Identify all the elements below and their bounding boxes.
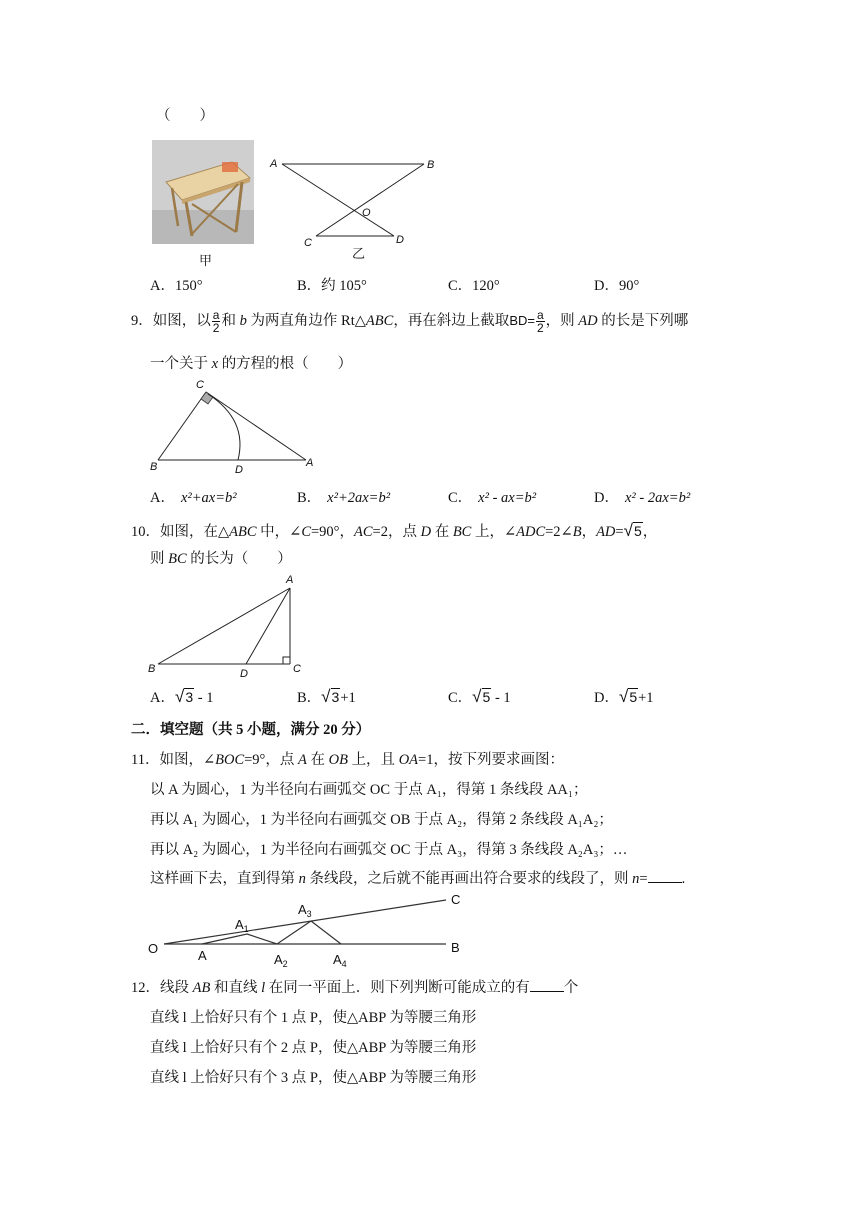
q9-stem-line2: 一个关于 x 的方程的根（ ）	[150, 356, 353, 372]
q8-figure	[264, 150, 444, 265]
segment-ad	[282, 164, 394, 236]
q9-number: 9．	[131, 313, 153, 329]
q9-text: 和	[221, 313, 240, 329]
q10-stem-line2: 则 BC 的长为（ ）	[150, 551, 292, 567]
label-c: C	[304, 237, 312, 249]
segment-bc	[158, 392, 206, 460]
q9-text: 如图，以	[152, 313, 211, 329]
q9-option-a: A． x²+ax=b²	[150, 490, 237, 506]
q12-item-3: 直线 l 上恰好只有个 3 点 P，使△ABP 为等腰三角形	[150, 1070, 477, 1086]
label-a4: $A_4$	[333, 952, 347, 968]
q8-option-b: B．约 105°	[297, 278, 367, 294]
q11-line3: 再以 A₁ 为圆心，1 为半径向右画弧交 OB 于点 A₂，得第 2 条线段 A₁A₂；	[150, 812, 613, 828]
q8-answer-paren: （ ）	[156, 108, 214, 124]
q9-option-d: D． x² - 2ax=b²	[594, 490, 691, 506]
segment-ab	[158, 588, 290, 664]
label-o: O	[362, 207, 371, 219]
label-d: D	[396, 234, 404, 246]
label-a: A	[270, 158, 278, 170]
q10-option-d: D．√5+1	[594, 687, 654, 706]
q9-text: 的长是下列哪	[597, 313, 689, 329]
var-ad: AD	[578, 313, 598, 329]
folding-table-photo	[152, 140, 254, 244]
q10-option-b: B．√3+1	[297, 687, 356, 706]
right-angle-mark	[283, 657, 290, 664]
q11-figure	[140, 888, 480, 968]
q12-line1: 12．线段 AB 和直线 l 在同一平面上．则下列判断可能成立的有 个	[131, 980, 579, 996]
zigzag-segments	[202, 921, 341, 944]
label-a: A	[286, 574, 294, 586]
answer-blank[interactable]	[648, 870, 682, 883]
q8-option-a: A．150°	[150, 278, 203, 294]
answer-blank[interactable]	[530, 979, 564, 992]
label-c: C	[293, 663, 301, 675]
label-b: B	[451, 940, 460, 955]
label-o: O	[148, 941, 159, 956]
label-a2: $A_2$	[274, 952, 288, 968]
var-abc: ABC	[365, 313, 394, 329]
label-d: D	[235, 464, 243, 476]
q12-item-1: 直线 l 上恰好只有个 1 点 P，使△ABP 为等腰三角形	[150, 1010, 477, 1026]
q9-text: 为两直角边作 Rt△	[246, 313, 366, 329]
q11-line4: 再以 A₂ 为圆心，1 为半径向右画弧交 OC 于点 A₃，得第 3 条线段 A₂A₃；…	[150, 842, 628, 858]
q12-item-2: 直线 l 上恰好只有个 2 点 P，使△ABP 为等腰三角形	[150, 1040, 477, 1056]
q11-line2: 以 A 为圆心，1 为半径向右画弧交 OC 于点 A₁，得第 1 条线段 AA₁；	[150, 782, 588, 798]
bd-equals: BD=	[509, 313, 535, 328]
segment-ca	[206, 392, 306, 460]
segment-ad	[246, 588, 290, 664]
q11-line1: 11．如图，∠BOC=9°，点 A 在 OB 上，且 OA=1，按下列要求画图：	[131, 752, 564, 768]
var-b: b	[239, 313, 247, 329]
label-b: B	[148, 663, 156, 675]
label-a: A	[306, 457, 314, 469]
q9-figure	[146, 376, 326, 476]
right-angle-mark	[201, 392, 213, 404]
q9-option-c: C． x² - ax=b²	[448, 490, 537, 506]
q8-option-c: C．120°	[448, 278, 500, 294]
sqrt-5: √5	[623, 521, 642, 540]
figure-caption: 乙	[352, 246, 366, 261]
label-a: A	[198, 948, 207, 963]
q10-option-c: C．√5 - 1	[448, 687, 511, 706]
q10-option-a: A．√3 - 1	[150, 687, 214, 706]
label-c: C	[196, 379, 204, 391]
q8-option-d: D．90°	[594, 278, 640, 294]
table-image-icon	[152, 140, 254, 244]
label-c: C	[451, 892, 461, 907]
segment-bc	[316, 164, 424, 236]
fraction-a-over-2: $\frac{a}{2}$	[536, 308, 544, 336]
label-b: B	[427, 159, 435, 171]
q9-stem-line1	[131, 308, 688, 334]
section-title: 二．填空题（共 5 小题，满分 20 分）	[131, 722, 371, 738]
fraction-a-over-2: $\frac{a}{2}$	[212, 308, 220, 336]
q11-line5: 这样画下去，直到得第 n 条线段，之后就不能再画出符合要求的线段了，则 n= .	[150, 871, 686, 887]
label-a3: $A_3$	[298, 902, 312, 919]
label-d: D	[240, 668, 248, 678]
q10-stem-line1: 10．如图，在△ABC 中，∠C=90°，AC=2，点 D 在 BC 上，∠ADC=2∠B，AD=√5，	[131, 521, 658, 540]
q9-text: ，再在斜边上截取	[393, 313, 510, 329]
label-a1: $A_1$	[235, 917, 249, 934]
q9-option-b: B． x²+2ax=b²	[297, 490, 391, 506]
photo-caption: 甲	[199, 253, 213, 268]
q10-figure	[144, 570, 314, 678]
q9-text: ，则	[545, 313, 579, 329]
label-b: B	[150, 461, 158, 473]
